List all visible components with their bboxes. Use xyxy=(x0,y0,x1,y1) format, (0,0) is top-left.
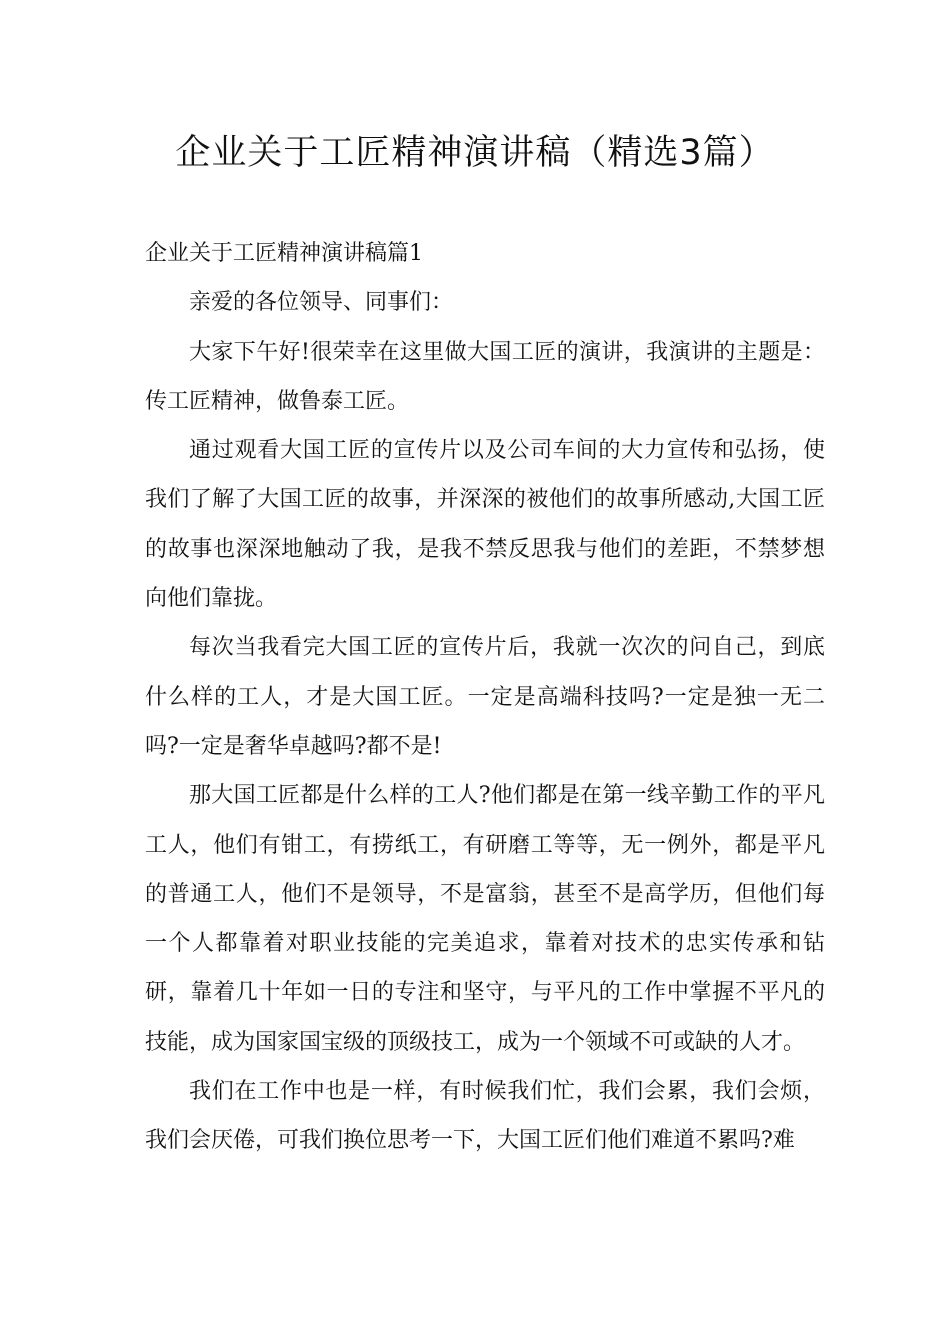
paragraph: 那大国工匠都是什么样的工人?他们都是在第一线辛勤工作的平凡工人，他们有钳工，有捞纸工，有研磨工等等，无一例外，都是平凡的普通工人，他们不是领导，不是富翁，甚至不是高学历，但他们每一个人都靠着对职业技能的完美追求，靠着对技术的忠实传承和钻研，靠着几十年如一日的专注和坚守，与平凡的工作中掌握不平凡的技能，成为国家国宝级的顶级技工，成为一个领域不可或缺的人才。 xyxy=(145,783,825,1055)
paragraph: 通过观看大国工匠的宣传片以及公司车间的大力宣传和弘扬，使我们了解了大国工匠的故事，并深深的被他们的故事所感动,大国工匠的故事也深深地触动了我，是我不禁反思我与他们的差距，不禁梦想向他们靠拢。 xyxy=(145,438,825,612)
section-heading: 企业关于工匠精神演讲稿篇1 xyxy=(145,241,423,266)
paragraph: 每次当我看完大国工匠的宣传片后，我就一次次的问自己，到底什么样的工人，才是大国工匠。一定是高端科技吗?一定是独一无二吗?一定是奢华卓越吗?都不是! xyxy=(145,635,825,759)
paragraph-intro: 大家下午好!很荣幸在这里做大国工匠的演讲，我演讲的主题是：传工匠精神，做鲁泰工匠。 xyxy=(145,339,825,414)
document-title: 企业关于工匠精神演讲稿（精选3篇） xyxy=(175,133,775,173)
paragraph: 我们在工作中也是一样，有时候我们忙，我们会累，我们会烦，我们会厌倦，可我们换位思考一下，大国工匠们他们难道不累吗?难 xyxy=(145,1079,825,1154)
document-body xyxy=(145,229,825,1166)
paragraph-greeting: 亲爱的各位领导、同事们： xyxy=(189,290,454,316)
